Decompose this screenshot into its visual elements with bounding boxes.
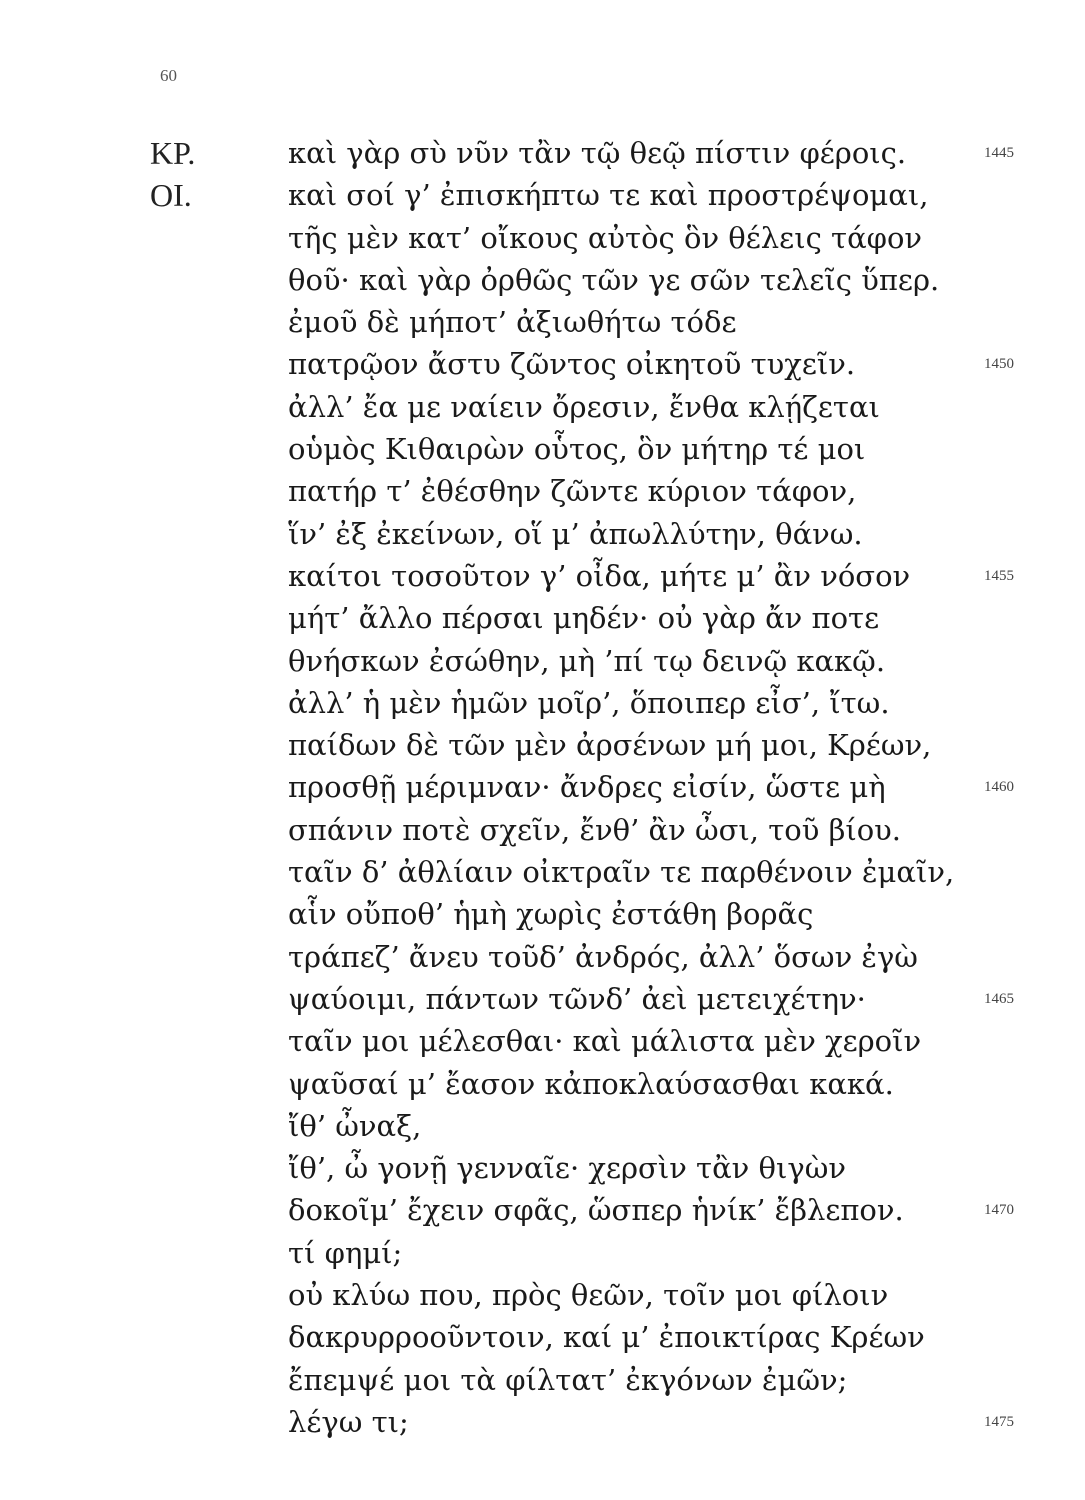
verse-text: ἴθ’ ὦναξ, [288,1108,422,1143]
verse-text: παίδων δὲ τῶν μὲν ἀρσένων μή μοι, Κρέων, [288,728,932,763]
verse-line [150,1147,1030,1189]
verse-line [150,132,1030,174]
line-number: 1445 [984,145,1014,161]
verse-text: ἀλλ’ ἔα με ναίειν ὄρεσιν, ἔνθα κλῄζεται [288,389,880,424]
verse-line [150,1232,1030,1274]
verse-line [150,386,1030,428]
verse-text: σπάνιν ποτὲ σχεῖν, ἔνθ’ ἂν ὦσι, τοῦ βίου. [288,812,902,847]
verse-line [150,470,1030,512]
verse-line [150,1316,1030,1358]
page-number: 60 [160,66,177,85]
verse-text: ἀλλ’ ἡ μὲν ἡμῶν μοῖρ’, ὅποιπερ εἶσ’, ἴτω. [288,685,890,720]
verse-text: προσθῇ μέριμναν· ἄνδρες εἰσίν, ὥστε μὴ [288,770,886,805]
verse-line [150,1359,1030,1401]
verse-text: θοῦ· καὶ γὰρ ὀρθῶς τῶν γε σῶν τελεῖς ὕπερ. [288,262,940,297]
line-number: 1450 [984,356,1014,373]
verse-line [150,893,1030,935]
verse-text: ἵν’ ἐξ ἐκείνων, οἵ μ’ ἀπωλλύτην, θάνω. [288,516,863,551]
verse-line [150,1105,1030,1147]
line-number: 1465 [984,990,1014,1007]
verse-line [150,682,1030,724]
line-number: 1470 [984,1202,1014,1219]
verse-line [150,597,1030,639]
line-number: 1475 [984,1413,1014,1430]
verse-text: καὶ γὰρ σὺ νῦν τἂν τῷ θεῷ πίστιν φέροις. [288,136,907,170]
verse-text: ψαῦσαί μ’ ἔασον κἀποκλαύσασθαι κακά. [288,1066,894,1101]
verse-text: καίτοι τοσοῦτον γ’ οἶδα, μήτε μ’ ἂν νόσον [288,558,911,593]
verse-block [150,132,1030,1443]
verse-text: τί φημί; [288,1235,403,1270]
verse-text: ψαύοιμι, πάντων τῶνδ’ ἀεὶ μετειχέτην· [288,981,866,1016]
verse-line [150,343,1030,385]
verse-line [150,1020,1030,1062]
verse-text: τράπεζ’ ἄνευ τοῦδ’ ἀνδρός, ἀλλ’ ὅσων ἐγὼ [288,939,918,974]
verse-line [150,809,1030,851]
speaker-label: ΚΡ. [150,135,196,171]
verse-text: ἔπεμψέ μοι τὰ φίλτατ’ ἐκγόνων ἐμῶν; [288,1362,848,1397]
verse-text: οὐ κλύω που, πρὸς θεῶν, τοῖν μοι φίλοιν [288,1278,889,1313]
verse-text: ἐμοῦ δὲ μήποτ’ ἀξιωθήτω τόδε [288,305,737,340]
verse-line [150,766,1030,808]
verse-line [150,259,1030,301]
verse-text: λέγω τι; [288,1404,409,1439]
verse-line [150,724,1030,766]
verse-text: θνήσκων ἐσώθην, μὴ ’πί τῳ δεινῷ κακῷ. [288,643,886,678]
verse-text: πατρῷον ἄστυ ζῶντος οἰκητοῦ τυχεῖν. [288,347,856,382]
verse-text: οὑμὸς Κιθαιρὼν οὗτος, ὃν μήτηρ τέ μοι [288,432,866,467]
verse-line [150,1063,1030,1105]
verse-text: ταῖν μοι μέλεσθαι· καὶ μάλιστα μὲν χεροῖν [288,1024,922,1059]
verse-text: ἴθ’, ὦ γονῇ γενναῖε· χερσὶν τἂν θιγὼν [288,1151,846,1186]
verse-line [150,217,1030,259]
verse-text: ταῖν δ’ ἀθλίαιν οἰκτραῖν τε παρθένοιν ἐμαῖν, [288,855,955,890]
verse-text: δακρυρροοῦντοιν, καί μ’ ἐποικτίρας Κρέων [288,1320,925,1355]
verse-line [150,1189,1030,1231]
verse-line [150,640,1030,682]
verse-text: δοκοῖμ’ ἔχειν σφᾶς, ὥσπερ ἡνίκ’ ἔβλεπον. [288,1193,904,1228]
verse-line [150,851,1030,893]
verse-text: καὶ σοί γ’ ἐπισκήπτω τε καὶ προστρέψομαι, [288,178,929,213]
verse-line [150,428,1030,470]
verse-line [150,513,1030,555]
line-number: 1460 [984,779,1014,796]
verse-line [150,1401,1030,1443]
verse-line [150,555,1030,597]
verse-line [150,936,1030,978]
verse-line [150,978,1030,1020]
verse-text: μήτ’ ἄλλο πέρσαι μηδέν· οὐ γὰρ ἄν ποτε [288,601,880,636]
speaker-label: ΟΙ. [150,177,192,214]
verse-text: αἷν οὔποθ’ ἡμὴ χωρὶς ἐστάθη βορᾶς [288,897,814,932]
line-number: 1455 [984,567,1014,584]
verse-line [150,1274,1030,1316]
verse-text: πατήρ τ’ ἐθέσθην ζῶντε κύριον τάφον, [288,474,857,509]
verse-text: τῆς μὲν κατ’ οἴκους αὐτὸς ὃν θέλεις τάφον [288,220,923,255]
verse-line [150,301,1030,343]
verse-line [150,174,1030,216]
